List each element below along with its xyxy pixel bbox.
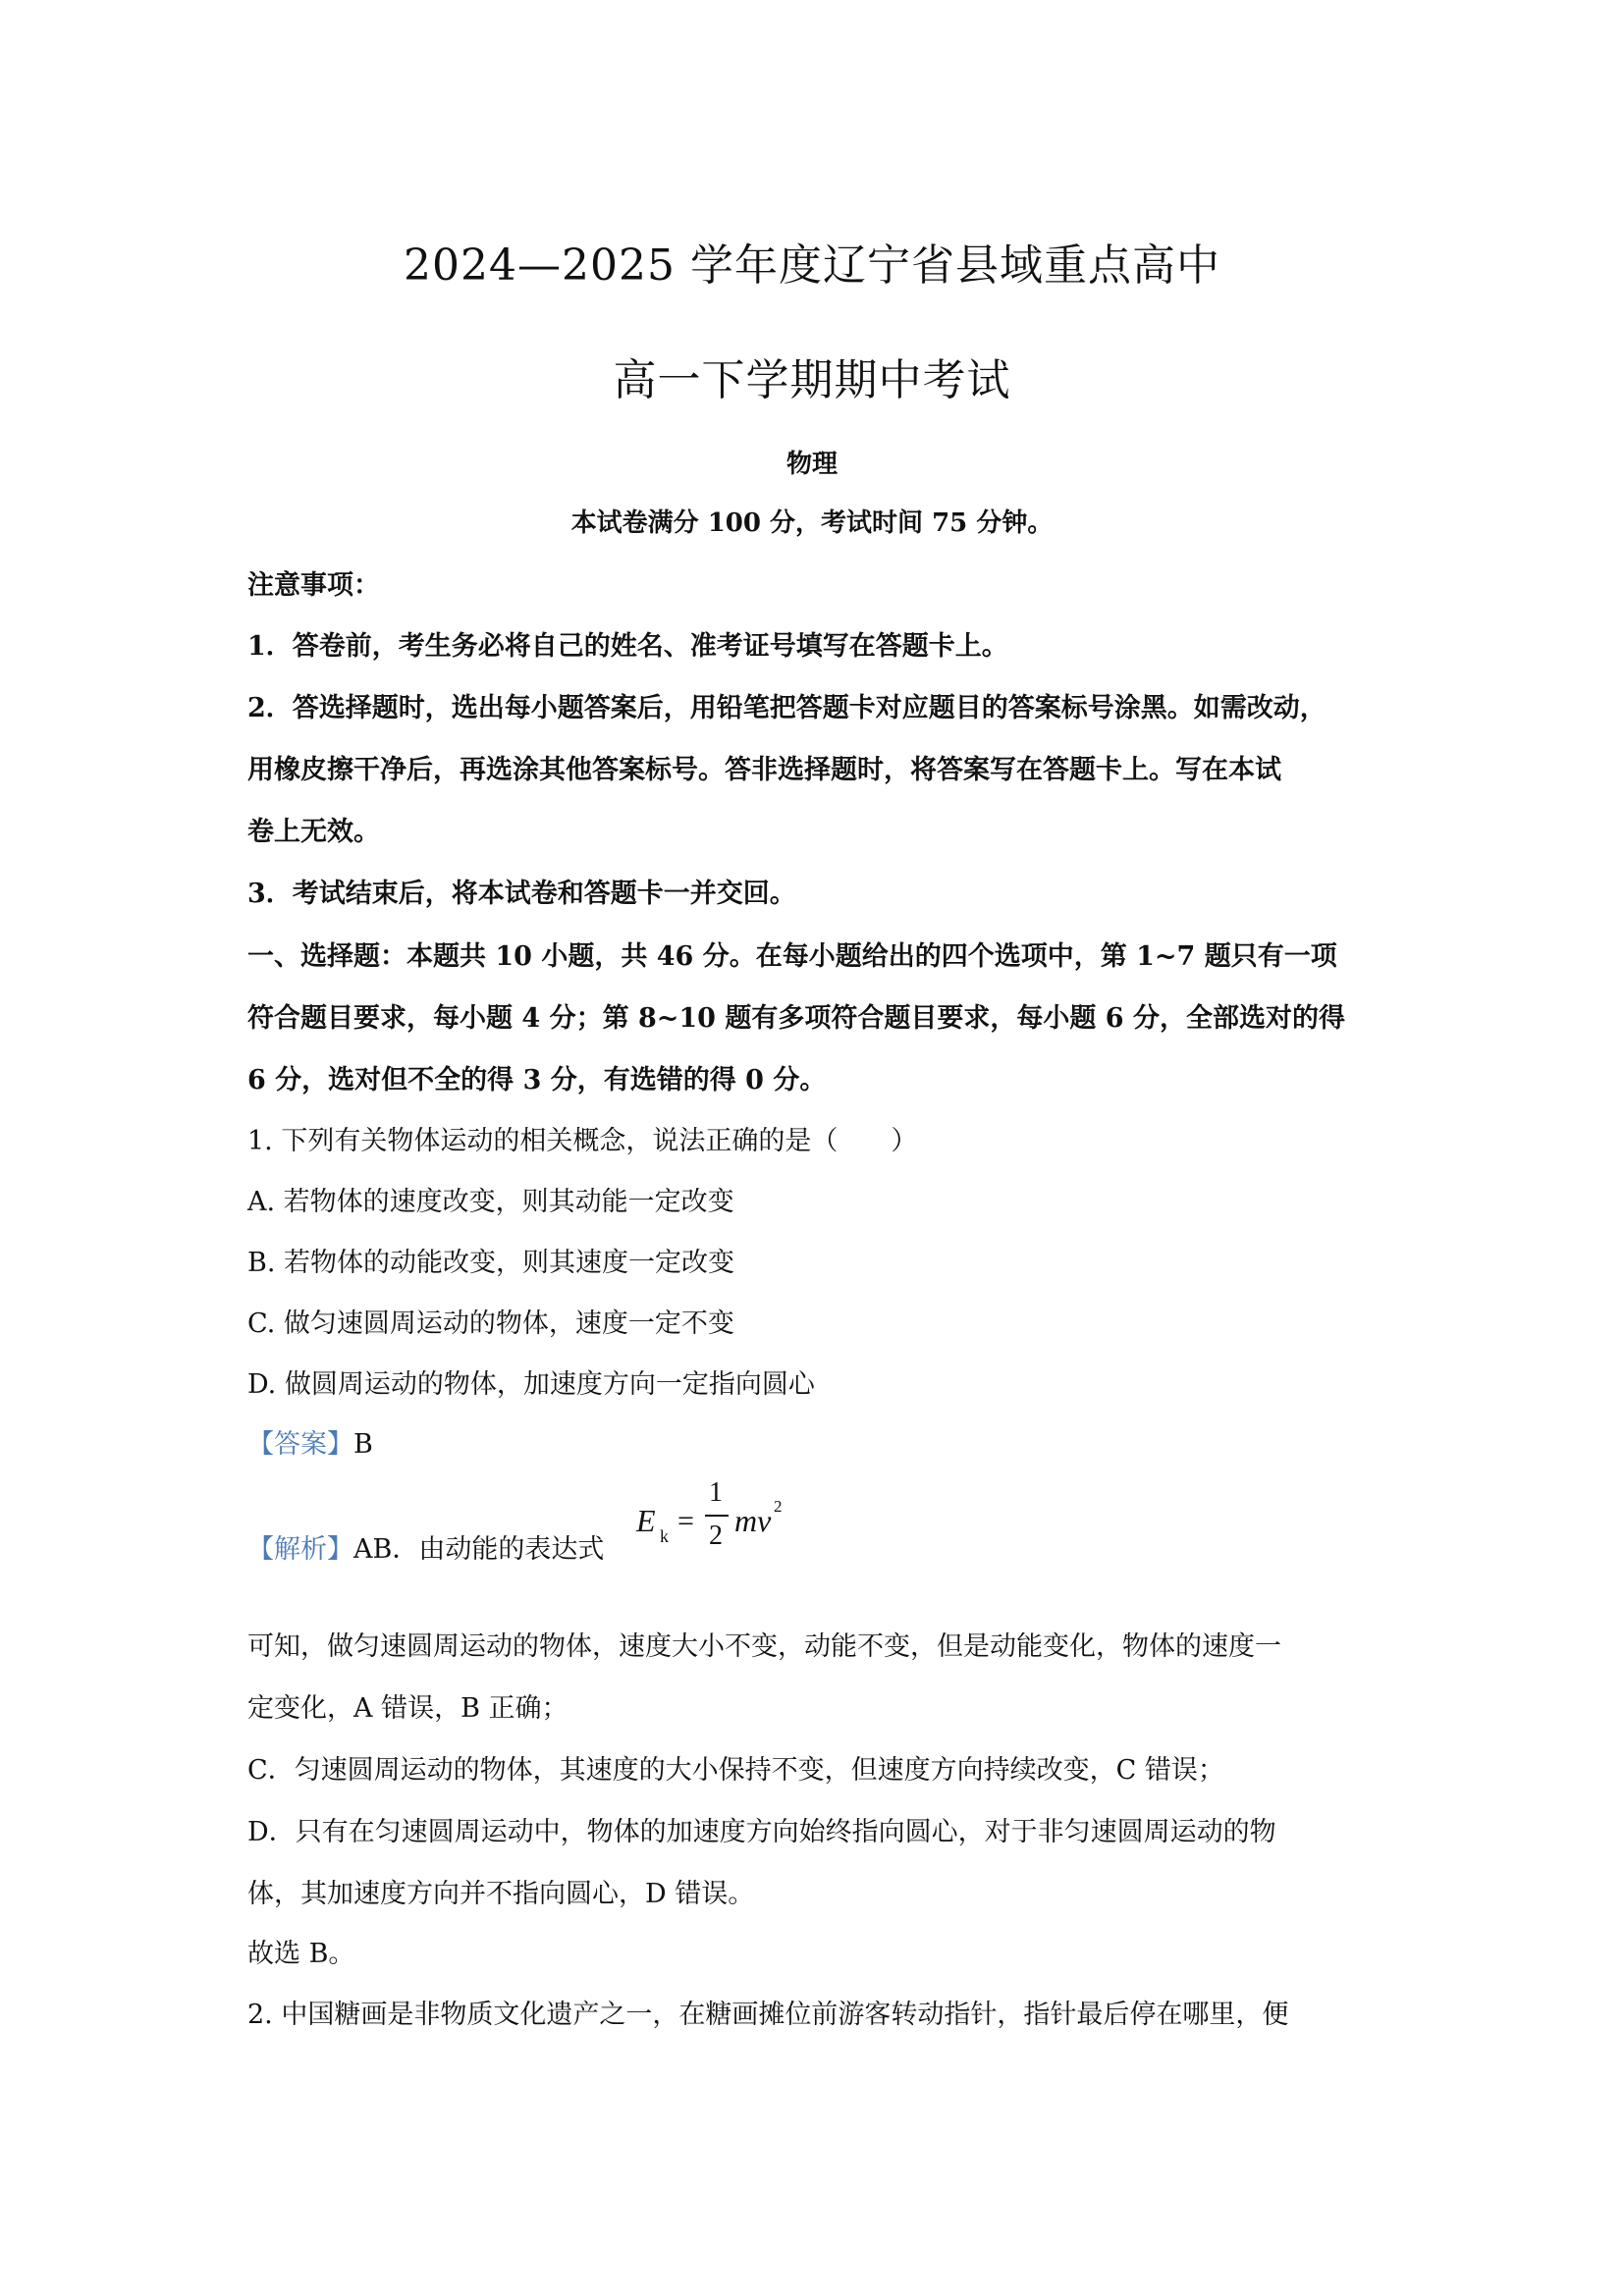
q1-analysis-d-line2: 体，其加速度方向并不指向圆心，D 错误。 xyxy=(247,1879,755,1909)
answer-tag: 【答案】 xyxy=(247,1429,353,1460)
instruction-item-3: 3．考试结束后，将本试卷和答题卡一并交回。 xyxy=(247,879,796,909)
q1-analysis-line2: 定变化，A 错误，B 正确； xyxy=(247,1693,568,1724)
instruction-item-2-line1: 2．答选择题时，选出每小题答案后，用铅笔把答题卡对应题目的答案标号涂黑。如需改动， xyxy=(247,693,1326,723)
instruction-item-2-line3: 卷上无效。 xyxy=(247,817,380,847)
answer-value: B xyxy=(353,1429,373,1460)
q1-stem: 1. 下列有关物体运动的相关概念，说法正确的是（ ） xyxy=(247,1126,918,1156)
q1-analysis-intro xyxy=(247,1527,604,1566)
formula-denominator: 2 xyxy=(709,1521,723,1551)
score-time-notice: 本试卷满分 100 分，考试时间 75 分钟。 xyxy=(570,508,1054,538)
q1-option-a: A. 若物体的速度改变，则其动能一定改变 xyxy=(247,1187,734,1217)
kinetic-energy-formula xyxy=(636,1477,784,1566)
q1-analysis-line1: 可知，做匀速圆周运动的物体，速度大小不变，动能不变，但是动能变化，物体的速度一 xyxy=(247,1631,1281,1662)
formula-numerator: 1 xyxy=(709,1477,723,1508)
instruction-item-2-line2: 用橡皮擦干净后，再选涂其他答案标号。答非选择题时，将答案写在答题卡上。写在本试 xyxy=(247,755,1281,785)
q1-conclusion: 故选 B。 xyxy=(247,1939,355,1969)
section1-heading-line2: 符合题目要求，每小题 4 分；第 8~10 题有多项符合题目要求，每小题 6 分，全部选对的得 xyxy=(247,1003,1345,1034)
q1-option-d: D. 做圆周运动的物体，加速度方向一定指向圆心 xyxy=(247,1369,815,1400)
formula-mv: mv xyxy=(734,1503,772,1538)
subject-label: 物理 xyxy=(785,450,838,479)
formula-superscript: 2 xyxy=(774,1497,783,1516)
section1-heading-line1: 一、选择题：本题共 10 小题，共 46 分。在每小题给出的四个选项中，第 1~7 题只有一项 xyxy=(247,941,1337,972)
q1-answer xyxy=(247,1422,373,1461)
q1-option-c: C. 做匀速圆周运动的物体，速度一定不变 xyxy=(247,1308,734,1339)
analysis-tag: 【解析】 xyxy=(247,1534,353,1565)
formula-subscript: k xyxy=(660,1526,669,1546)
q1-analysis-d-line1: D．只有在匀速圆周运动中，物体的加速度方向始终指向圆心，对于非匀速圆周运动的物 xyxy=(247,1817,1276,1847)
instructions-heading: 注意事项： xyxy=(247,570,380,601)
q2-stem: 2. 中国糖画是非物质文化遗产之一，在糖画摊位前游客转动指针，指针最后停在哪里，便 xyxy=(247,2000,1289,2030)
exam-title-line1: 2024—2025 学年度辽宁省县域重点高中 xyxy=(404,240,1220,291)
formula-energy-symbol: E xyxy=(636,1503,656,1538)
exam-title-line2: 高一下学期期中考试 xyxy=(613,355,1011,405)
q1-analysis-c: C．匀速圆周运动的物体，其速度的大小保持不变，但速度方向持续改变，C 错误； xyxy=(247,1755,1224,1786)
analysis-intro-text: AB．由动能的表达式 xyxy=(353,1534,605,1565)
q1-option-b: B. 若物体的动能改变，则其速度一定改变 xyxy=(247,1248,735,1278)
formula-fraction-bar xyxy=(705,1515,729,1517)
formula-equals: = xyxy=(677,1505,694,1537)
section1-heading-line3: 6 分，选对但不全的得 3 分，有选错的得 0 分。 xyxy=(247,1065,827,1095)
instruction-item-1: 1．答卷前，考生务必将自己的姓名、准考证号填写在答题卡上。 xyxy=(247,631,1008,662)
